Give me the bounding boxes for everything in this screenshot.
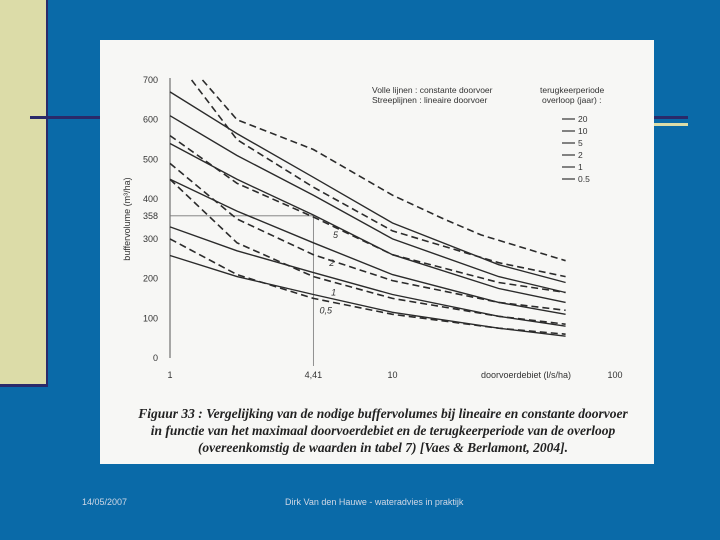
footer-author: Dirk Van den Hauwe - wateradvies in praktijk (285, 497, 464, 507)
y-tick-label-8: 700 (142, 75, 158, 85)
curve-label-1: 2 (329, 257, 335, 268)
y-tick-label-1: 100 (142, 313, 158, 324)
legend-entry-4: 1 (578, 162, 583, 172)
x-tick-label-0: 1 (167, 370, 173, 380)
series-line-dashed-1 (170, 179, 566, 324)
caption-line-1: Figuur 33 : Vergelijking van de nodige buffervolumes bij lineaire en constante doorvoer (138, 406, 628, 421)
series-line-solid-0_5 (170, 256, 566, 337)
y-tick-label-4: 358 (142, 210, 158, 221)
series-line-dashed-0_5 (170, 239, 566, 334)
figure-caption (118, 405, 648, 456)
left-accent-base-line (0, 384, 48, 387)
title-rule-right-accent (652, 123, 688, 126)
legend-title2: overloop (jaar) : (542, 95, 602, 105)
y-tick-label-7: 600 (142, 114, 158, 125)
footer-date: 14/05/2007 (82, 497, 128, 507)
x-tick-label-2: 10 (387, 370, 398, 380)
legend-entry-1: 10 (578, 126, 588, 136)
legend-entry-5: 0.5 (578, 174, 590, 184)
x-tick-label-3: 100 (607, 370, 623, 380)
buffer-volume-chart (100, 40, 654, 400)
x-axis-label: doorvoerdebiet (l/s/ha) (480, 370, 572, 380)
series-line-dashed-5 (170, 136, 566, 293)
x-tick-label-1: 4,41 (304, 370, 323, 380)
title-rule-left (30, 116, 102, 119)
figure-scan (100, 40, 654, 464)
left-accent-band (0, 0, 48, 384)
series-line-solid-10 (170, 116, 566, 293)
legend-entry-2: 5 (578, 138, 583, 148)
legend-entry-3: 2 (578, 150, 583, 160)
legend-title1: terugkeerperiode (540, 85, 605, 95)
curve-label-3: 0,5 (319, 305, 333, 316)
y-tick-label-6: 500 (142, 154, 158, 165)
title-rule-right (652, 116, 688, 119)
y-tick-label-5: 400 (142, 194, 158, 205)
y-axis-label: buffervolume (m³/ha) (122, 177, 132, 261)
caption-line-2: in functie van het maximaal doorvoerdebiet en de terugkeerperiode van de overloop (150, 423, 616, 438)
curve-label-2: 1 (331, 287, 337, 298)
y-tick-label-0: 0 (152, 353, 158, 363)
legend-line2: Streeplijnen : lineaire doorvoer (372, 95, 488, 105)
legend-line1: Volle lijnen : constante doorvoer (372, 85, 493, 95)
y-tick-label-2: 200 (142, 273, 158, 284)
legend-entry-0: 20 (578, 114, 588, 124)
y-tick-label-3: 300 (142, 233, 158, 244)
series-line-solid-2 (170, 179, 566, 314)
caption-line-3: (overeenkomstig de waarden in tabel 7) [Vaes & Berlamont, 2004]. (197, 440, 569, 455)
series-line-solid-20 (170, 92, 566, 283)
curve-label-0: 5 (332, 230, 338, 241)
